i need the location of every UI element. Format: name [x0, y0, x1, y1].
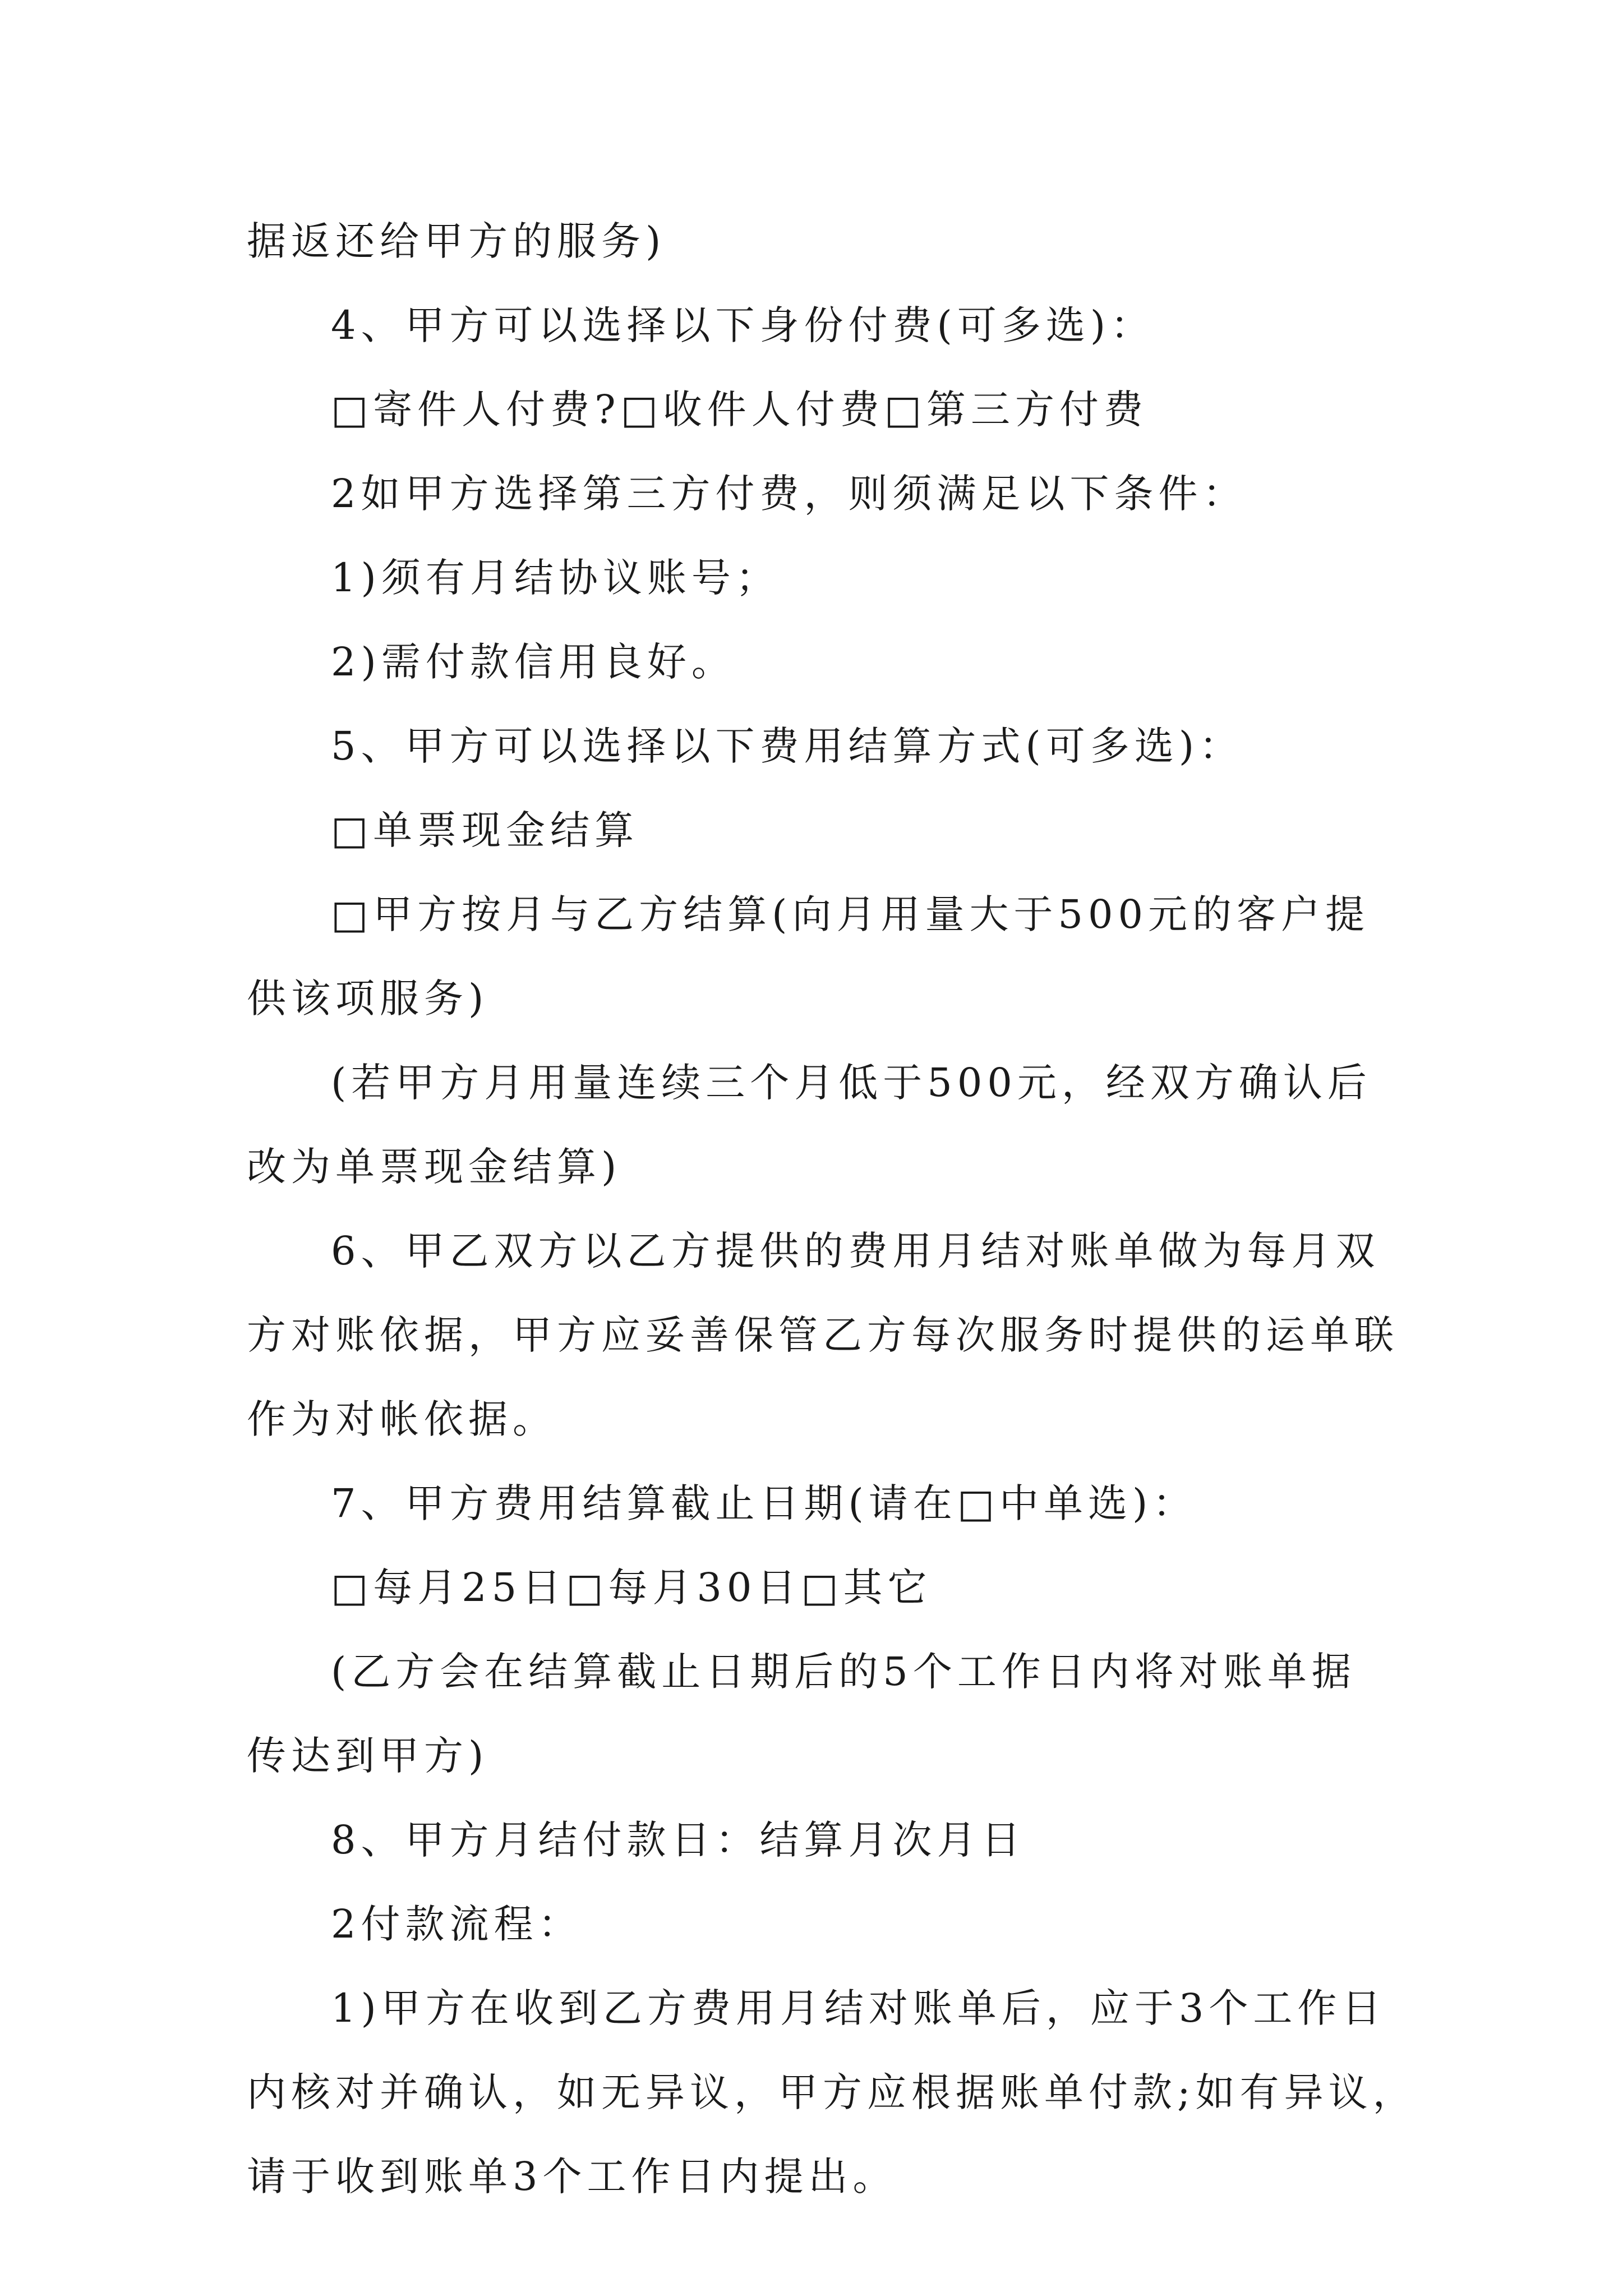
paragraph-line: 改为单票现金结算) [247, 1144, 622, 1190]
paragraph-line: 2)需付款信用良好。 [331, 639, 736, 685]
paragraph-line: 8、甲方月结付款日：结算月次月日 [331, 1817, 1026, 1863]
paragraph-line: (乙方会在结算截止日期后的5个工作日内将对账单据 [331, 1649, 1356, 1695]
paragraph-line: 据返还给甲方的服务) [247, 218, 666, 264]
paragraph-line: 请于收到账单3个工作日内提出。 [247, 2154, 897, 2200]
paragraph-line: 供该项服务) [247, 976, 489, 1022]
paragraph-line: □甲方按月与乙方结算(向月用量大于500元的客户提 [331, 891, 1370, 937]
paragraph-line: 内核对并确认，如无异议，甲方应根据账单付款;如有异议， [247, 2069, 1417, 2115]
paragraph-line: □单票现金结算 [331, 807, 639, 853]
paragraph-line: □每月25日□每月30日□其它 [331, 1565, 932, 1611]
paragraph-line: 1)须有月结协议账号； [331, 555, 780, 601]
paragraph-line: □寄件人付费?□收件人付费□第三方付费 [331, 386, 1148, 432]
paragraph-line: 作为对帐依据。 [247, 1396, 557, 1442]
paragraph-line: 传达到甲方) [247, 1733, 489, 1779]
paragraph-line: 方对账依据，甲方应妥善保管乙方每次服务时提供的运单联 [247, 1312, 1399, 1358]
paragraph-line: 2付款流程： [331, 1901, 583, 1947]
paragraph-line: 7、甲方费用结算截止日期(请在□中单选)： [331, 1480, 1197, 1526]
paragraph-line: 5、甲方可以选择以下费用结算方式(可多选)： [331, 723, 1244, 769]
paragraph-line: 6、甲乙双方以乙方提供的费用月结对账单做为每月双 [331, 1228, 1380, 1274]
paragraph-line: (若甲方月用量连续三个月低于500元，经双方确认后 [331, 1060, 1372, 1106]
document-body [247, 199, 1417, 2219]
paragraph-line: 1)甲方在收到乙方费用月结对账单后，应于3个工作日 [331, 1985, 1386, 2031]
paragraph-line: 2如甲方选择第三方付费，则须满足以下条件： [331, 471, 1247, 517]
paragraph-line: 4、甲方可以选择以下身份付费(可多选)： [331, 302, 1155, 348]
